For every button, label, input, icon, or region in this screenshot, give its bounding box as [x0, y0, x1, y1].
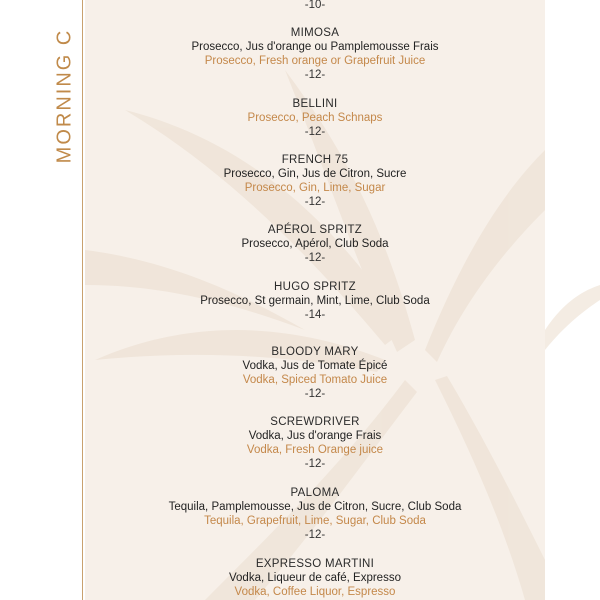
leaf-edge-decoration — [545, 0, 600, 600]
drink-description-fr: Tequila, Pamplemousse, Jus de Citron, Sucre, Club Soda — [168, 501, 462, 513]
drink-price: -12- — [304, 529, 326, 541]
drink-description-fr: Vodka, Jus d'orange Frais — [248, 430, 382, 442]
drink-price: -14- — [304, 309, 326, 321]
drink-description-en: Prosecco, Peach Schnaps — [247, 112, 383, 124]
drink-price: -12- — [304, 126, 326, 138]
drink-name: HUGO SPRITZ — [274, 281, 356, 293]
drink-description-en: Vodka, Coffee Liquor, Espresso — [234, 586, 396, 598]
drink-name: MIMOSA — [290, 27, 340, 39]
drink-price: -12- — [304, 69, 326, 81]
drink-description-fr: Prosecco, Apérol, Club Soda — [241, 238, 389, 250]
drink-name: FRENCH 75 — [281, 154, 349, 166]
drink-description-fr: Prosecco, Jus d'orange ou Pamplemousse Frais — [191, 41, 439, 53]
right-margin — [545, 0, 600, 600]
drink-name: EXPRESSO MARTINI — [255, 558, 375, 570]
drink-name: PALOMA — [290, 487, 340, 499]
drink-name: BLOODY MARY — [271, 346, 359, 358]
drink-description-en: Prosecco, Gin, Lime, Sugar — [244, 182, 386, 194]
drink-description-fr: Prosecco, Gin, Jus de Citron, Sucre — [223, 168, 407, 180]
drink-description-fr: Vodka, Liqueur de café, Expresso — [229, 572, 401, 584]
drink-description-en: Prosecco, Fresh orange or Grapefruit Juice — [204, 55, 426, 67]
drink-description-en: Vodka, Spiced Tomato Juice — [242, 374, 388, 386]
drink-description-en: Tequila, Grapefruit, Lime, Sugar, Club Soda — [204, 515, 426, 527]
divider — [82, 0, 83, 600]
section-title: MORNING C — [53, 28, 76, 164]
drink-price: -12- — [304, 252, 326, 264]
drink-name: BELLINI — [292, 98, 338, 110]
price: -10- — [304, 0, 326, 11]
drink-price: -12- — [304, 388, 326, 400]
drink-description-fr: Prosecco, St germain, Mint, Lime, Club Soda — [200, 295, 430, 307]
drink-description-fr: Vodka, Jus de Tomate Épicé — [242, 360, 388, 372]
side-strip — [0, 0, 80, 600]
drink-name: APÉROL SPRITZ — [267, 224, 363, 236]
drink-description-en: Vodka, Fresh Orange juice — [246, 444, 384, 456]
drink-price: -12- — [304, 458, 326, 470]
drink-price: -12- — [304, 196, 326, 208]
drink-name: SCREWDRIVER — [270, 416, 360, 428]
menu-panel — [85, 0, 545, 600]
